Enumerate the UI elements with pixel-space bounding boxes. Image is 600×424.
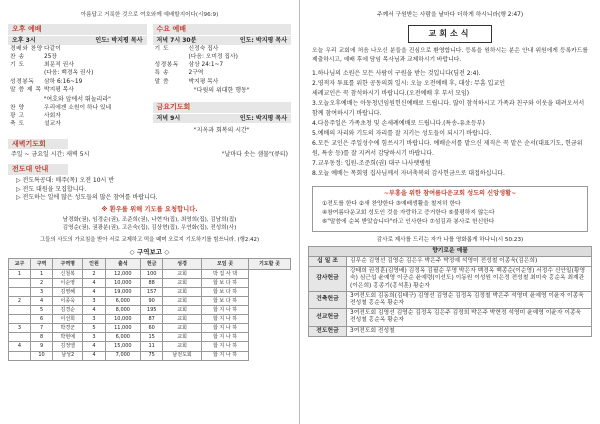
wednesday-worship: [153, 24, 292, 136]
church-news-title-box: [308, 25, 592, 43]
prayer-request-title: ※ 환우를 위해 기도를 요청합니다.: [101, 206, 198, 214]
afternoon-sermon-title: "여호와 앞에서 뛰놀리라": [43, 95, 111, 103]
friday-prayer-subhead: [153, 114, 292, 124]
order-row: (다음: 오미정 집사): [188, 53, 238, 60]
right-top-verse: 주께서 구원받는 사람을 날마다 더하게 하시니라(행 2:47): [376, 12, 524, 18]
order-row: 경배와 찬양 다같이: [10, 45, 61, 52]
offering-table: [308, 246, 592, 337]
table-row: 10 남성2 4 7,000 75 남전도회 합 지 나 하: [9, 351, 291, 360]
order-row: 말 씀 제 목 박지평 목사: [10, 86, 74, 93]
news-item: 2.영적자 투표를 위한 공동의회 일시: 오늘 오전예배 후, 대상: 무흠 입교인: [312, 79, 506, 87]
dawn-sermon: "날마다 솟는 샘물"(큐티): [221, 151, 288, 159]
diamond-icon: ◇: [129, 247, 135, 256]
afternoon-worship-subhead: [8, 36, 147, 46]
worship-columns: [8, 24, 291, 136]
left-top-verse: 아름답고 거룩한 것으로 여호와께 예배할지어다(시96:9): [80, 12, 219, 18]
prayer-request-names: 남경화(권), 임경순(권), 조준희(권), 나현자(집), 최영희(집), 김남희(집) 김영순(권), 권광분(권), 고은숙(집), 김상현(집), 우연화(집), 전성희(사): [62, 217, 237, 232]
afternoon-leader: 인도: 박지평 목사: [95, 36, 143, 44]
wednesday-worship-subhead: [153, 36, 292, 46]
table-row: 5 김경순 4 8,000 195 교회 합 지 나 하: [9, 306, 291, 315]
order-row: 성경봉독 삼하 6:16~19: [10, 78, 83, 85]
wednesday-worship-title: 수요 예배: [153, 24, 292, 35]
left-bottom-verse: 그들의 사도의 가르침을 받아 서로 교제하고 떡을 떼며 오로지 기도하기를 힘쓰니라. (행2:42): [39, 236, 260, 243]
news-item: 3.오늘오후예배는 아동청년임원헌신예배로 드립니다. 많이 참석하시고 가족과 친구와 이웃을 데려오셔서 함께 참여하시기 바랍니다.: [312, 100, 585, 117]
offering-head: 향기로운 예물: [309, 246, 592, 256]
wednesday-sermon-title: "다윗의 위대한 행동": [193, 87, 250, 95]
table-row: 3 김영혜 4 19,000 157 교회 합 보 다 하: [9, 287, 291, 296]
order-row: 기 도 신정숙 집사: [154, 45, 219, 52]
order-row: (다음: 백경옥 권사): [44, 70, 94, 77]
offering-verse: 감사로 제사를 드리는 자가 나를 영화롭게 하나니(시 50:23): [376, 236, 524, 243]
order-row: 찬 양 우리에겐 소원이 하나 있네: [10, 104, 112, 111]
faith-life-box: [312, 186, 588, 232]
welcome-intro: 오늘 우리 교회에 처음 나오신 분들을 진심으로 환영합니다. 등록을 원하시는 분은 안내 위원에게 등록카드를 제출하시고, 예배 후에 담임 목사님과 교제하시기 바랍니다.: [312, 48, 588, 64]
dawn-prayer-row: [8, 149, 291, 161]
wednesday-time: 저녁 7시 30분: [156, 36, 197, 44]
faith-life-line: ①전도를 한다 ②새 찬양한다 ③예배생활을 철저히 한다: [322, 200, 461, 207]
friday-time: 저녁 9시: [156, 114, 181, 122]
notice-item: ▷ 전도하는 일에 많은 성도들의 많은 참여를 바랍니다.: [16, 194, 158, 202]
group-report-table: [8, 258, 291, 361]
offering-row: 감사헌금 강태희 권정훈(김영배) 김정옥 김필순 무명 박은자 백경옥 백종순(이순영) 서정수 신안일(황영숙) 심근섭 윤예영 이군순 윤예령(이선도) 이동원 이성원 이은정 전성철 최미숙 홍순옥 최재관(이은희) 홍종기(홍석훈) 황순자: [309, 267, 592, 292]
table-row: 3 7 박경군 5 11,000 60 교회 합 지 나 하: [9, 324, 291, 333]
church-news-title: 교회소식: [408, 25, 493, 43]
news-item: 8.오늘 예배는 목회영 집사님께서 자녀축복의 감사헌금으로 대접하십니다.: [312, 170, 505, 178]
table-row: 2 4 이종욱 3 6,000 90 교회 합 보 다 하: [9, 296, 291, 305]
group-report-title: ◇ 구역보고 ◇: [129, 247, 170, 256]
order-row: 축 도 설교자: [10, 121, 61, 128]
notice-item: ▷ 전도특공대: 매주(목) 오전 10시 반: [16, 177, 115, 185]
right-page: [300, 0, 600, 424]
table-row: 4 9 김정엘 4 15,000 11 교회 합 지 나 하: [9, 342, 291, 351]
table-row: 8 박현예 3 6,000 15 교회 합 지 나 하: [9, 333, 291, 342]
afternoon-worship-title: 오후 예배: [8, 24, 147, 35]
evangelism-notice-title: 전도대 안내: [8, 164, 68, 175]
order-row: 찬 송 25장: [10, 53, 57, 60]
news-item: 5.예배의 자리와 기도의 자리를 잘 지키는 성도들이 되시기 바랍니다.: [312, 130, 492, 138]
offering-head-row: [309, 246, 592, 256]
offering-row: 전도헌금 3여전도회 전성철: [309, 326, 592, 336]
wednesday-leader: 인도: 박지평 목사: [239, 36, 287, 44]
dawn-prayer-title: 새벽기도회: [8, 139, 68, 150]
diamond-icon: ◇: [164, 247, 170, 256]
offering-row: 십 일 조 김무순 김영선 김영순 김은우 박은주 박정예 석영미 전성철 이종욱(김은희): [309, 256, 592, 266]
evangelism-notice-list: [8, 175, 291, 205]
friday-sermon-title: "지옥과 회복의 시간": [193, 127, 250, 135]
table-row: 1 1 신철복 2 12,000 100 교회 박 집 사 댁: [9, 269, 291, 278]
table-row: 2 이순영 4 10,000 88 교회 합 보 다 하: [9, 278, 291, 287]
afternoon-time: 오후 3시: [12, 36, 36, 44]
church-news-list: [308, 65, 592, 182]
news-item: 7.교우동정: 입원-조준희(권) 대구 나사랫병원: [312, 160, 431, 167]
faith-life-line: ④참여름다운교회 성도인 것을 자랑하고 증거한다 ⑤불평하지 않는다: [322, 210, 495, 217]
offering-row: 건축헌금 3여전도회 김동희(김태구) 김영선 김영순 김정옥 김정철 박은주 석영미 윤예영 이윤자 이종욱 전성철 홍순옥 황순자: [309, 291, 592, 308]
afternoon-worship: [8, 24, 147, 136]
group-report-body: [9, 269, 291, 360]
notice-item: ▷ 전도 대원을 모집합니다.: [16, 185, 87, 193]
table-header-row: 교구 구역 구역명 인원 출석 헌금 성경 모임 곳 기도할 곳: [9, 258, 291, 269]
order-row: 말 씀 박지평 목사: [154, 78, 219, 85]
news-item: 4.다음주일은 가족초청 및 손세례예배로 드립니다.(특송-유초등부): [312, 119, 485, 127]
faith-life-line: ⑥"말씀에 순복 받았습니다"라고 인사한다 ⑦섬김과 봉사로 헌신한다: [322, 219, 495, 226]
order-row: 광 고 사회자: [10, 112, 61, 119]
order-row: 특 송 2구역: [154, 70, 204, 77]
news-item: 세례교인은 꼭 참석하시기 바랍니다.(오전예배 후 부서 모임): [312, 89, 470, 97]
dawn-prayer: [8, 139, 291, 161]
friday-prayer-title: 금요기도회: [153, 102, 292, 113]
order-row: 기 도 최문직 권사: [10, 62, 74, 69]
news-item: 1.하나님의 소원은 모든 사람이 구원을 받는 것입니다(딤전 2:4).: [312, 69, 481, 77]
table-row: 6 이선희 3 10,000 87 교회 합 지 나 하: [9, 315, 291, 324]
news-item: 6.모든 교인은 주일성수에 힘쓰시기 바랍니다. 예배순서를 맡으신 제직은 꼭 맡은 순서(대표기도, 헌금위원, 특송 등)를 잘 지켜서 감당하시기 바랍니다.: [312, 140, 583, 157]
order-row: 성경봉독 삼상 24:1~7: [154, 62, 224, 69]
dawn-time: 주일 ~ 금요일 시간: 새벽 5시: [11, 151, 90, 159]
friday-leader: 인도: 박지평 목사: [239, 114, 287, 122]
offering-row: 선교헌금 3여전도회 김영선 김영순 김정옥 김은주 김정희 박은주 박현정 석영미 윤예영 이윤자 이종욱 전성철 홍순옥 황순자: [309, 309, 592, 326]
faith-life-title: ~부흥을 위한 참여름다운교회 성도의 신앙생활~: [383, 190, 517, 198]
